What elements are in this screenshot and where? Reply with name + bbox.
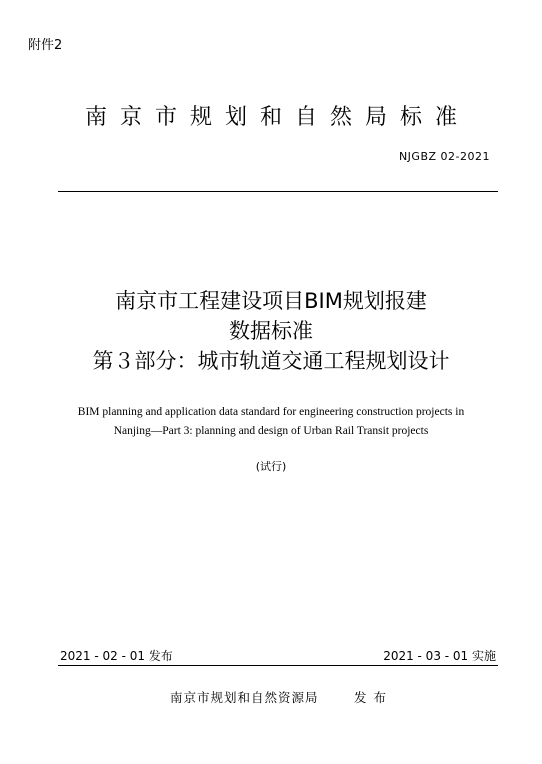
english-title: [0, 403, 542, 441]
trial-status: (试行): [255, 460, 287, 473]
attachment-label: 附件2: [28, 38, 63, 53]
title-line-2: 数据标准: [229, 319, 313, 343]
document-title: [0, 286, 542, 376]
english-title-line-1: BIM planning and application data standard for engineering construction projects in: [77, 406, 465, 418]
standard-code: NJGBZ 02-2021: [398, 150, 490, 163]
bottom-divider: [58, 665, 498, 666]
org-standard-title: 南京市规划和自然局标准: [84, 105, 470, 130]
english-title-line-2: Nanjing—Part 3: planning and design of Urban Rail Transit projects: [113, 425, 429, 437]
effective-date: 2021 - 03 - 01 实施: [383, 649, 496, 663]
issue-date: 2021 - 02 - 01 发布: [60, 649, 173, 663]
publisher-name: 南京市规划和自然资源局: [170, 690, 319, 705]
title-line-3: 第３部分：城市轨道交通工程规划设计: [92, 349, 450, 373]
publish-word: 发布: [354, 690, 394, 705]
top-divider: [58, 191, 498, 192]
title-line-1: 南京市工程建设项目BIM规划报建: [115, 289, 427, 313]
